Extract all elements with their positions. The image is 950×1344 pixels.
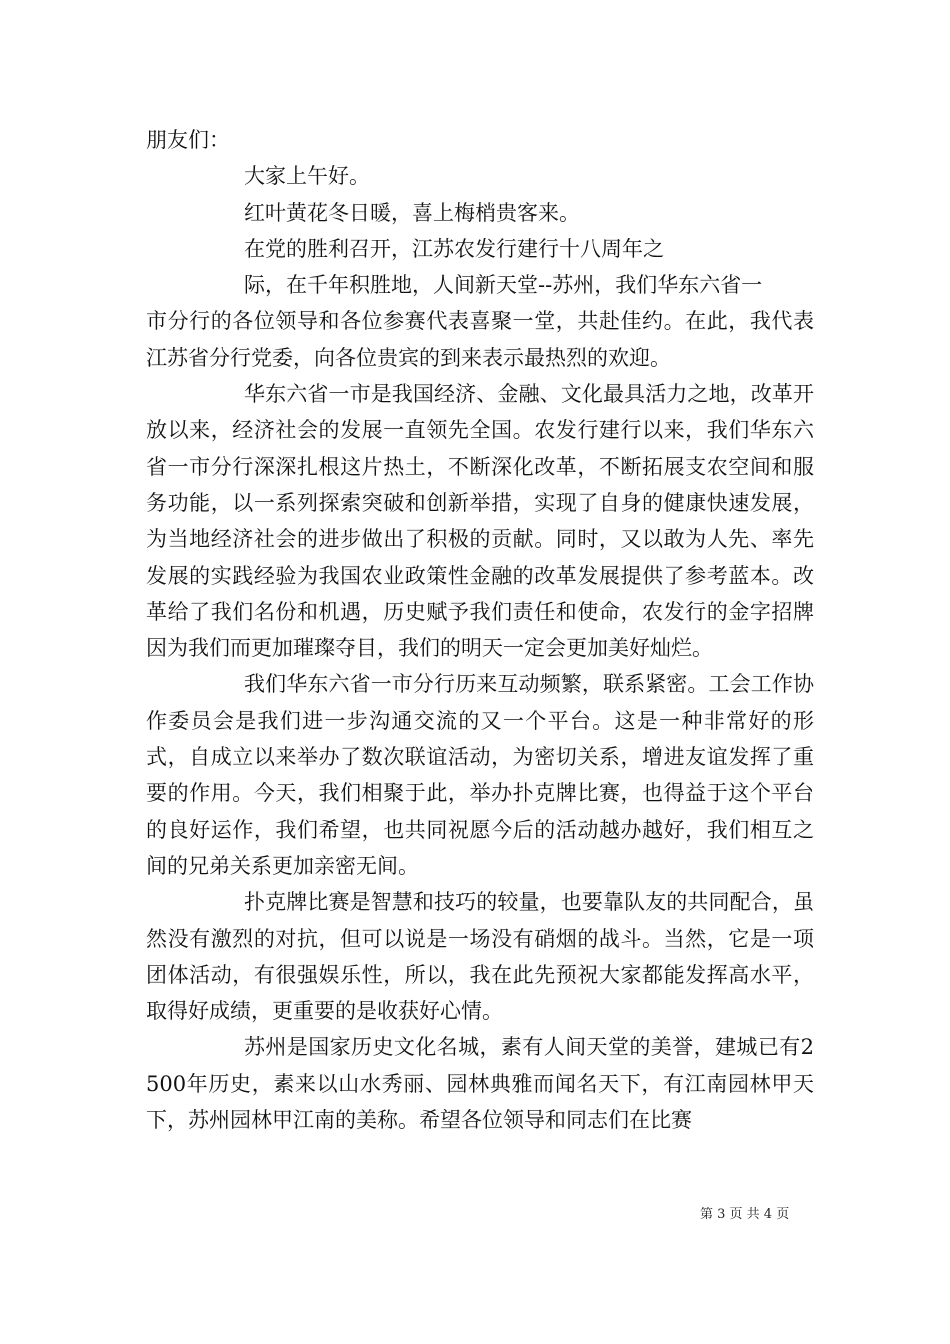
paragraph-1-line-2: 际，在千年积胜地，人间新天堂--苏州，我们华东六省一 — [244, 273, 763, 298]
document-body — [146, 122, 814, 1138]
paragraph-3: 我们华东六省一市分行历来互动频繁，联系紧密。工会工作协作委员会是我们进一步沟通交流的又一个平台。这是一种非常好的形式，自成立以来举办了数次联谊活动，为密切关系，增进友谊发挥了重要的作用。今天，我们相聚于此，举办扑克牌比赛，也得益于这个平台的良好运作，我们希望，也共同祝愿今后的活动越办越好，我们相互之间的兄弟关系更加亲密无间。 — [146, 672, 814, 878]
paragraph-1-line-1: 在党的胜利召开，江苏农发行建行十八周年之 — [244, 236, 664, 261]
page-number: 第 3 页 共 4 页 — [700, 1207, 790, 1222]
paragraph-4: 扑克牌比赛是智慧和技巧的较量，也要靠队友的共同配合，虽然没有激烈的对抗，但可以说是一场没有硝烟的战斗。当然，它是一项团体活动，有很强娱乐性，所以，我在此先预祝大家都能发挥高水平，取得好成绩，更重要的是收获好心情。 — [146, 890, 814, 1024]
salutation: 朋友们： — [146, 128, 230, 152]
paragraph-1-rest: 市分行的各位领导和各位参赛代表喜聚一堂，共赴佳约。在此，我代表江苏省分行党委，向各位贵宾的到来表示最热烈的欢迎。 — [146, 309, 814, 370]
greeting: 大家上午好。 — [244, 164, 370, 189]
couplet: 红叶黄花冬日暖，喜上梅梢贵客来。 — [244, 200, 580, 225]
paragraph-5: 苏州是国家历史文化名城，素有人间天堂的美誉，建城已有2500年历史，素来以山水秀丽、园林典雅而闻名天下，有江南园林甲天下，苏州园林甲江南的美称。希望各位领导和同志们在比赛 — [146, 1035, 814, 1133]
paragraph-2: 华东六省一市是我国经济、金融、文化最具活力之地，改革开放以来，经济社会的发展一直领先全国。农发行建行以来，我们华东六省一市分行深深扎根这片热土，不断深化改革，不断拓展支农空间和服务功能，以一系列探索突破和创新举措，实现了自身的健康快速发展，为当地经济社会的进步做出了积极的贡献。同时，又以敢为人先、率先发展的实践经验为我国农业政策性金融的改革发展提供了参考蓝本。改革给了我们名份和机遇，历史赋予我们责任和使命，农发行的金字招牌因为我们而更加璀璨夺目，我们的明天一定会更加美好灿烂。 — [146, 382, 814, 661]
